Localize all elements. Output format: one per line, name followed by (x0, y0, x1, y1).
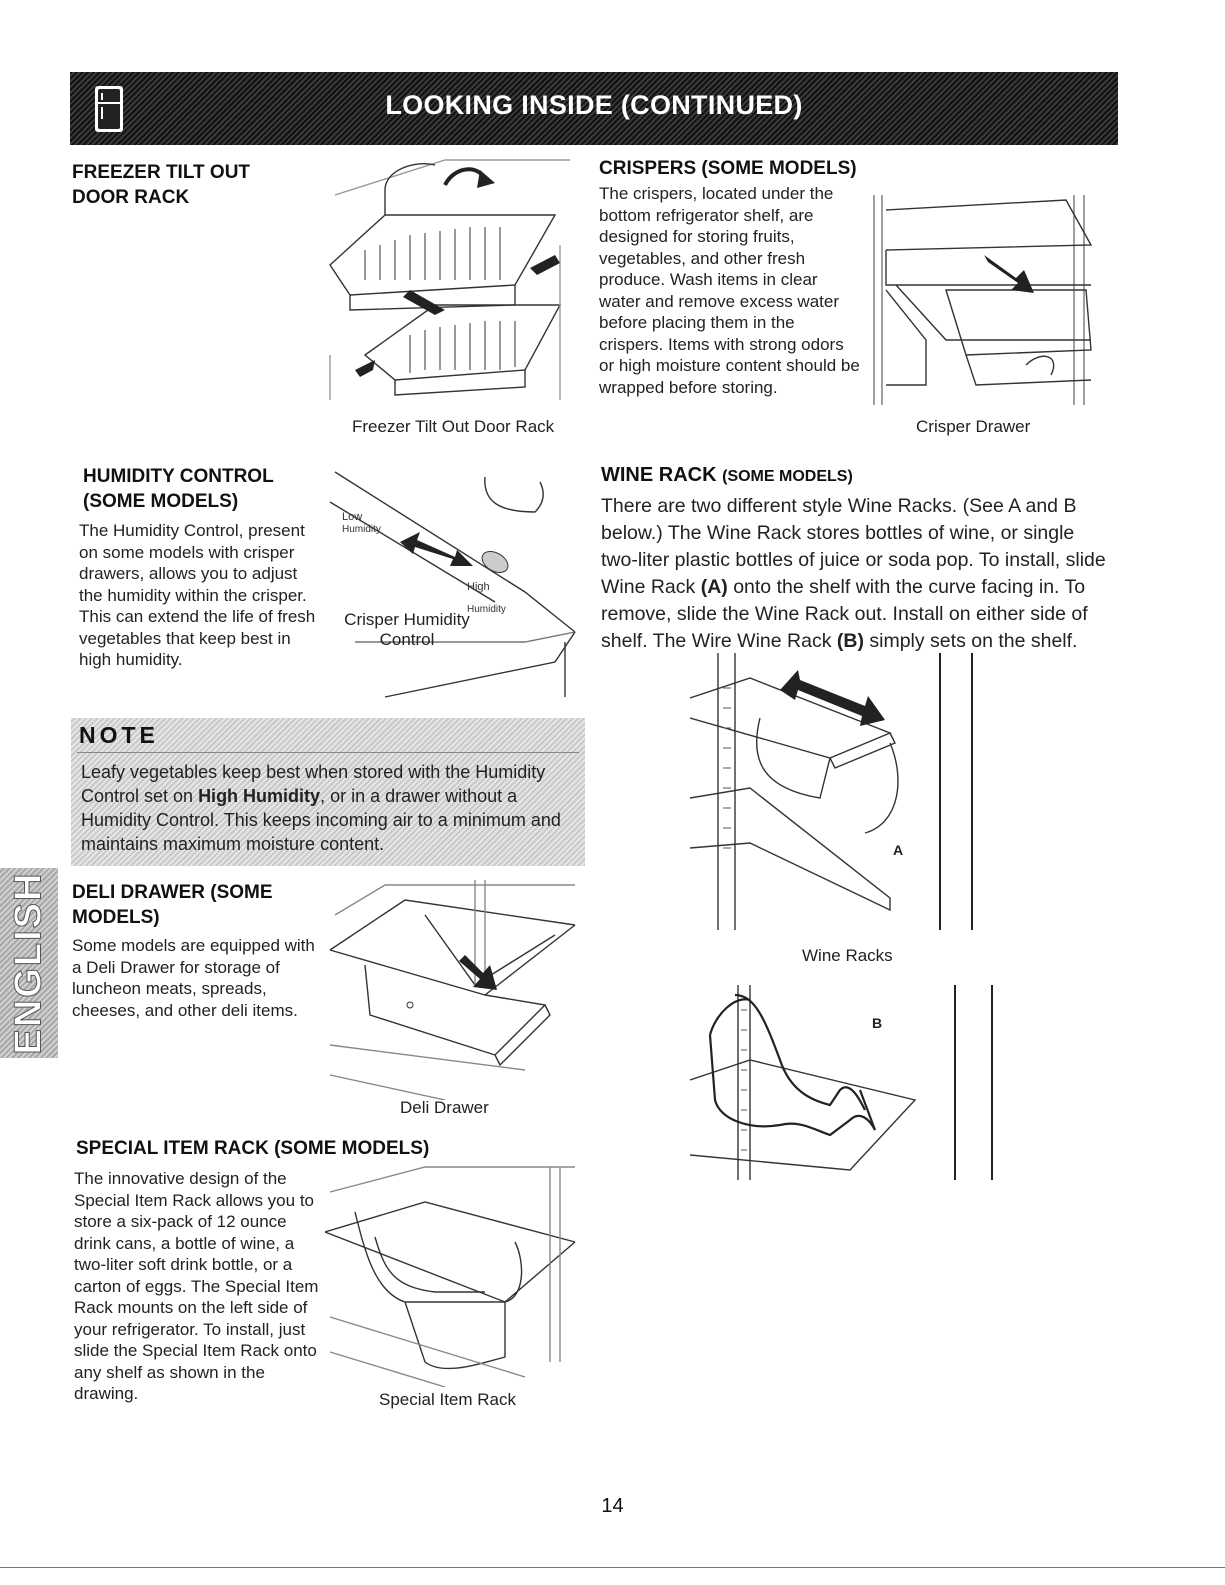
humidity-control-body: The Humidity Control, present on some models with crisper drawers, allows you to adjust the humidity within the crisper. This can extend the life of fresh vegetables that keep best in high humidity. (79, 521, 316, 669)
humidity-control-illustration (325, 462, 585, 702)
wine-rack-heading: WINE RACK (SOME MODELS) (601, 464, 853, 486)
crispers-heading: CRISPERS (SOME MODELS) (599, 158, 857, 179)
freezer-rack-heading: FREEZER TILT OUT DOOR RACK (72, 162, 251, 208)
bottom-rule (0, 1567, 1225, 1568)
high-humidity-label: High (467, 581, 490, 593)
wine-rack-b-illustration (690, 980, 1010, 1180)
wine-rack-a-illustration (690, 648, 1010, 930)
wine-rack-body: There are two different style Wine Racks. (See A and B below.) The Wine Rack stores bottles of wine, or single two-liter plastic bottles of juice or soda pop. To install, slide Wine Rack (A) onto the shelf with the curve facing in. To remove, slide the Wine Rack out. Install on either side of shelf. The Wire Wine Rack (B) simply sets on the shelf. (601, 495, 1106, 652)
deli-drawer-heading: DELI DRAWER (SOME MODELS) (72, 882, 273, 928)
note-text: Leafy vegetables keep best when stored with the Humidity Control set on High Humidity, or in a drawer without a Humidity Control. This keeps incoming air to a minimum and maintains maximum moisture content. (81, 762, 561, 854)
crispers-body: The crispers, located under the bottom refrigerator shelf, are designed for storing fruits, vegetables, and other fresh produce. Wash items in clear water and remove excess water before placing them in the crispers. Items with strong odors or high moisture content should be wrapped before storing. (599, 184, 860, 397)
low-humidity-label: Low (342, 511, 363, 523)
wine-rack-a-label: A (893, 842, 904, 858)
low-humidity-label-2: Humidity (342, 524, 381, 535)
language-side-tab (0, 868, 58, 1058)
page-number: 14 (601, 1495, 624, 1517)
crisper-drawer-caption: Crisper Drawer (916, 417, 1031, 436)
section-header-bar (70, 72, 1118, 145)
page-title: LOOKING INSIDE (CONTINUED) (385, 90, 803, 120)
high-humidity-label-2: Humidity (467, 604, 506, 615)
humidity-control-heading: HUMIDITY CONTROL (SOME MODELS) (83, 466, 274, 512)
special-item-rack-heading: SPECIAL ITEM RACK (SOME MODELS) (76, 1138, 430, 1159)
deli-drawer-illustration (325, 875, 580, 1100)
deli-drawer-body: Some models are equipped with a Deli Drawer for storage of luncheon meats, spreads, cheeses, and other deli items. (72, 936, 315, 1020)
freezer-rack-illustration (325, 155, 575, 400)
wine-rack-b-label: B (872, 1015, 883, 1031)
wine-racks-caption: Wine Racks (802, 946, 893, 965)
crisper-drawer-illustration (866, 190, 1098, 408)
humidity-control-caption: Crisper Humidity Control (344, 610, 470, 649)
note-box (71, 718, 585, 866)
special-item-rack-caption: Special Item Rack (379, 1390, 516, 1409)
deli-drawer-caption: Deli Drawer (400, 1098, 489, 1117)
note-label: NOTE (79, 722, 159, 748)
special-item-rack-body: The innovative design of the Special Item Rack allows you to store a six-pack of 12 ounce drink cans, a bottle of wine, a two-liter soft drink bottle, or a carton of eggs. The Special Item Rack mounts on the left side of your refrigerator. To install, just slide the Special Item Rack onto any shelf as shown in the drawing. (74, 1169, 319, 1403)
language-label: ENGLISH (7, 871, 50, 1055)
freezer-rack-caption: Freezer Tilt Out Door Rack (352, 417, 555, 436)
note-divider (77, 752, 579, 753)
special-item-rack-illustration (325, 1162, 580, 1387)
